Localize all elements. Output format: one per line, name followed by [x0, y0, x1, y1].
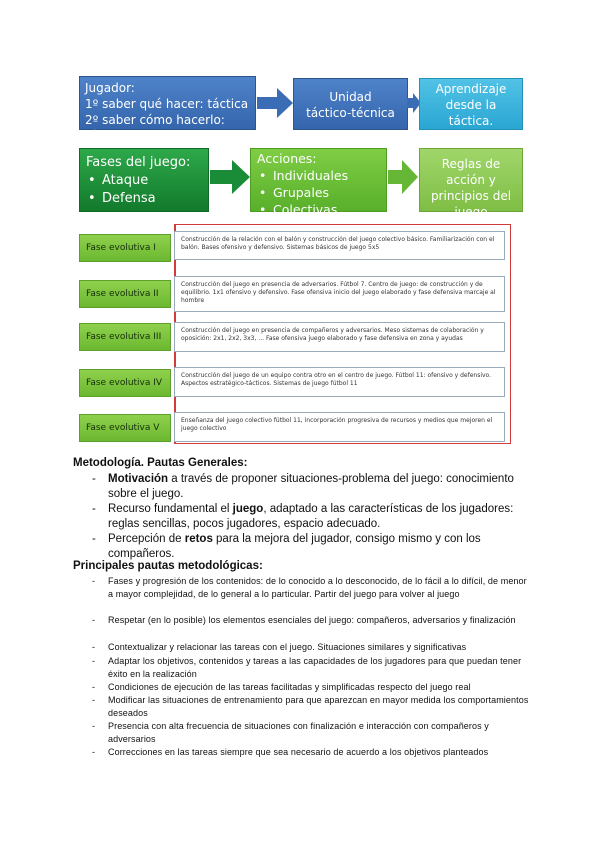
unidad-box — [293, 78, 408, 130]
list-dash: - — [92, 576, 96, 586]
list-item — [92, 746, 532, 759]
item-text-after: , adaptado a las características de los jugadores: reglas sencillas, pocos jugadores, espacio adecuado. — [108, 503, 514, 530]
list-dash: - — [92, 682, 96, 692]
metodologia-heading: Metodología. Pautas Generales: — [73, 457, 248, 469]
list-dash: - — [92, 473, 96, 485]
phase-label: Fase evolutiva III — [79, 323, 171, 351]
acciones-item-grupales: • Grupales — [257, 184, 380, 201]
fases-box — [79, 148, 209, 212]
reglas-box — [419, 148, 523, 219]
fases-item-defensa: • Defensa — [86, 190, 202, 208]
phase-description: Enseñanza del juego colectivo fútbol 11, incorporación progresiva de recursos y medios que mejoren el juego colectivo — [174, 412, 505, 442]
list-item — [92, 532, 532, 562]
list-item — [92, 681, 532, 694]
arrow-right-icon — [210, 160, 250, 194]
arrow-right-icon — [388, 160, 418, 194]
item-text-bold: juego — [232, 503, 264, 515]
aprendizaje-line2: desde la táctica. — [445, 98, 497, 128]
phase-description: Construcción de la relación con el balón y construcción del juego colectivo básico. Familiarización con el balón. Bases ofensivo y defensivo. Sistemas básicos de juego 5x5 — [174, 231, 505, 260]
fases-title: Fases del juego: — [86, 155, 191, 170]
aprendizaje-line3: Técnica=medio — [425, 130, 517, 144]
phase-label: Fase evolutiva V — [79, 414, 171, 442]
unidad-line1: Unidad — [329, 90, 372, 104]
acciones-item-colectivas: • Colectivas — [257, 201, 380, 218]
reglas-line1: Reglas de acción y — [441, 157, 501, 187]
phase-label: Fase evolutiva II — [79, 280, 171, 308]
acciones-item-individuales: • Individuales — [257, 167, 380, 184]
reglas-line3: juego — [454, 205, 488, 219]
list-item-text: Condiciones de ejecución de las tareas facilitadas y simplificadas respecto del juego real — [108, 682, 471, 692]
fases-item-ataque: • Ataque — [86, 172, 202, 190]
list-item — [92, 655, 532, 680]
item-text-before: Percepción de — [108, 533, 185, 545]
list-item-text: Fases y progresión de los contenidos: de lo conocido a lo desconocido, de lo fácil a lo difícil, de menor a mayor complejidad, de lo general a lo particular. Partir del juego para volver al juego — [108, 576, 527, 599]
list-item-text: Respetar (en lo posible) los elementos esenciales del juego: compañeros, adversarios y finalización — [108, 615, 516, 625]
jugador-box — [79, 76, 256, 143]
list-item-text: Modificar las situaciones de entrenamiento para que aparezcan en mayor medida los comportamientos deseados — [108, 695, 529, 718]
item-text-after: para la mejora del jugador, consigo mismo y con los compañeros. — [108, 533, 481, 560]
list-dash: - — [92, 533, 96, 545]
list-dash: - — [92, 503, 96, 515]
phase-label: Fase evolutiva I — [79, 234, 171, 262]
list-item — [92, 641, 532, 654]
list-item — [92, 575, 532, 600]
unidad-line2: táctico-técnica — [306, 106, 395, 120]
jugador-line-tecnica: 2º saber cómo hacerlo: técnica — [85, 113, 225, 143]
item-text-before: Recurso fundamental el — [108, 503, 233, 515]
list-dash: - — [92, 695, 96, 705]
principales-heading: Principales pautas metodológicas: — [73, 560, 263, 572]
item-text-after: a través de proponer situaciones-problema del juego: conocimiento sobre el juego. — [108, 473, 514, 500]
phase-description: Construcción del juego en presencia de compañeros y adversarios. Meso sistemas de colaboración y oposición: 2x1, 2x2, 3x3, ... Fase ofensiva juego elaborado y fase defensiva en zona y ayudas — [174, 322, 505, 352]
list-item-text: Contextualizar y relacionar las tareas con el juego. Situaciones similares y significativas — [108, 642, 467, 652]
jugador-line-tactica: 1º saber qué hacer: táctica — [85, 97, 249, 111]
list-item-text: Correcciones en las tareas siempre que sea necesario de acuerdo a los objetivos planteados — [108, 747, 489, 757]
list-item-text: Adaptar los objetivos, contenidos y tareas a las capacidades de los jugadores para que puedan tener éxito en la realización — [108, 656, 522, 679]
list-item — [92, 502, 532, 532]
list-dash: - — [92, 721, 96, 731]
list-item — [92, 694, 532, 719]
phase-label: Fase evolutiva IV — [79, 369, 171, 397]
list-dash: - — [92, 642, 96, 652]
reglas-line2: principios del — [430, 189, 512, 203]
acciones-title: Acciones: — [257, 151, 317, 166]
phase-description: Construcción del juego en presencia de adversarios. Fútbol 7. Centro de juego: de construcción y de equilibrio. 1x1 ofensivo y defensivo. Fase ofensiva inicio del juego elaborado y fase defensiva marcaje al hombre — [174, 276, 505, 312]
arrow-right-icon — [257, 88, 293, 118]
item-text-bold: retos — [184, 533, 213, 545]
item-text-bold: Motivación — [108, 473, 169, 485]
aprendizaje-box — [419, 78, 523, 144]
list-dash: - — [92, 747, 96, 757]
jugador-title: Jugador: — [85, 81, 135, 95]
list-item-text: Presencia con alta frecuencia de situaciones con finalización e interacción con compañeros y adversarios — [108, 721, 489, 744]
list-item — [92, 472, 532, 502]
list-item — [92, 720, 532, 745]
aprendizaje-line1: Aprendizaje — [435, 82, 507, 96]
acciones-box — [250, 148, 387, 217]
list-dash: - — [92, 656, 96, 666]
phase-description: Construcción del juego de un equipo contra otro en el centro de juego. Fútbol 11: ofensivo y defensivo. Aspectos estratégico-tácticos. Sistemas de juego fútbol 11 — [174, 367, 505, 397]
list-dash: - — [92, 615, 96, 625]
list-item — [92, 614, 532, 627]
